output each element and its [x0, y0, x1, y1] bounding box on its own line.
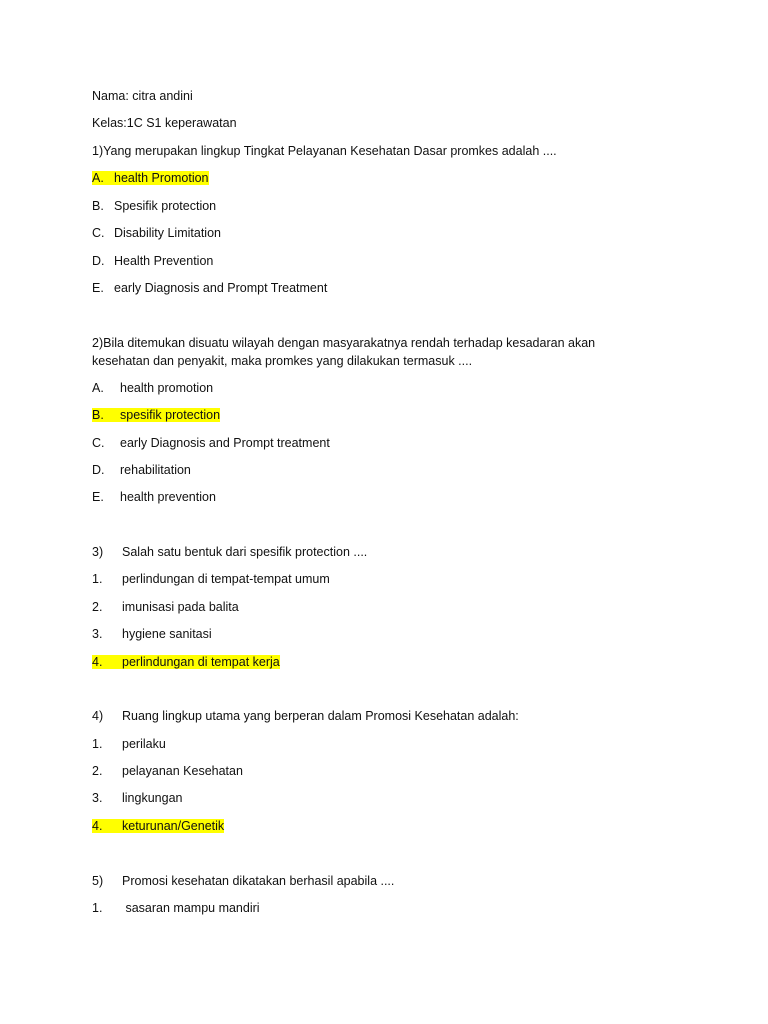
question-1: 1)Yang merupakan lingkup Tingkat Pelayanan Kesehatan Dasar promkes adalah .... [92, 144, 557, 158]
q2-option-a: A. health promotion [92, 381, 214, 395]
question-4: 4) Ruang lingkup utama yang berperan dalam Promosi Kesehatan adalah: [92, 709, 519, 723]
q3-option-4 [92, 654, 280, 670]
q4-option-3: 3. lingkungan [92, 791, 183, 805]
q4-option-1: 1. perilaku [92, 737, 166, 751]
q3-option-1: 1. perlindungan di tempat-tempat umum [92, 572, 330, 586]
q1-option-d: D. Health Prevention [92, 254, 214, 268]
question-2-line-2: kesehatan dan penyakit, maka promkes yang dilakukan termasuk .... [92, 354, 473, 368]
answer-highlight: A. health Promotion [92, 171, 209, 185]
q1-option-b: B. Spesifik protection [92, 199, 217, 213]
question-5: 5) Promosi kesehatan dikatakan berhasil apabila .... [92, 874, 395, 888]
q5-option-1: 1. sasaran mampu mandiri [92, 901, 260, 915]
q1-option-a [92, 170, 209, 186]
answer-highlight: 4. perlindungan di tempat kerja [92, 655, 280, 669]
q1-option-c: C. Disability Limitation [92, 226, 221, 240]
answer-highlight: 4. keturunan/Genetik [92, 819, 225, 833]
question-2-line-1: 2)Bila ditemukan disuatu wilayah dengan masyarakatnya rendah terhadap kesadaran akan [92, 336, 596, 350]
question-3: 3) Salah satu bentuk dari spesifik protection .... [92, 545, 368, 559]
student-class: Kelas:1C S1 keperawatan [92, 116, 237, 130]
q3-option-2: 2. imunisasi pada balita [92, 600, 239, 614]
q2-option-d: D. rehabilitation [92, 463, 191, 477]
answer-highlight: B. spesifik protection [92, 408, 221, 422]
q2-option-b [92, 407, 220, 423]
q4-option-2: 2. pelayanan Kesehatan [92, 764, 243, 778]
q3-option-3: 3. hygiene sanitasi [92, 627, 212, 641]
q2-option-e: E. health prevention [92, 490, 216, 504]
student-name: Nama: citra andini [92, 89, 193, 103]
q1-option-e: E. early Diagnosis and Prompt Treatment [92, 281, 328, 295]
q4-option-4 [92, 818, 224, 834]
q2-option-c: C. early Diagnosis and Prompt treatment [92, 436, 330, 450]
